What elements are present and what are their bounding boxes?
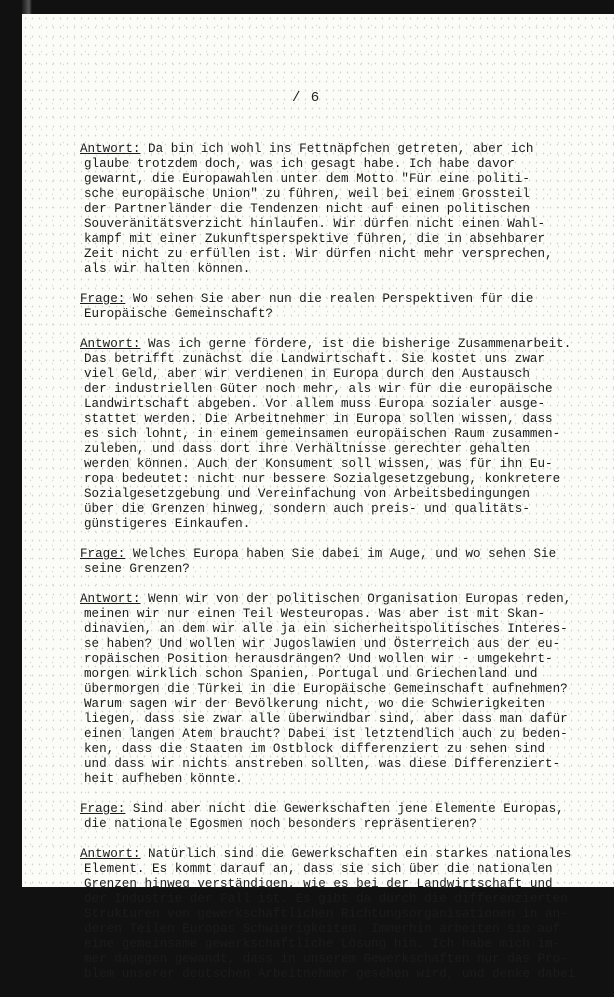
text-line: der Partnerländer die Tendenzen nicht auf einen politischen <box>84 202 530 216</box>
speaker-label: Antwort: <box>80 142 141 156</box>
text-line: stattet werden. Die Arbeitnehmer in Europa sollen wissen, dass <box>84 412 553 426</box>
speaker-label: Frage: <box>80 802 126 816</box>
text-line: dinavien, an dem wir alle ja ein sicherheitspolitisches Interes- <box>84 622 568 636</box>
text-line: heit aufheben könnte. <box>84 772 243 786</box>
text-line: Landwirtschaft abgeben. Vor allem muss Europa sozialer ausge- <box>84 397 546 411</box>
text-line: liegen, dass sie zwar alle überwindbar sind, aber dass man dafür <box>84 712 568 726</box>
first-line <box>80 847 588 862</box>
text-line: Element. Es kommt darauf an, dass sie sich über die nationalen <box>84 862 553 876</box>
text-line: als wir halten können. <box>84 262 251 276</box>
text-line: Strukturen von gewerkschaftlichen Richtungsorganisationen in an- <box>84 907 568 921</box>
text-line: kampf mit einer Zukunftsperspektive führen, die in absehbarer <box>84 232 546 246</box>
text-line: Warum sagen wir der Bevölkerung nicht, wo die Schwierigkeiten <box>84 697 546 711</box>
text-line: günstigeres Einkaufen. <box>84 517 251 531</box>
text-line: es sich lohnt, in einem gemeinsamen europäischen Raum zusammen- <box>84 427 561 441</box>
speaker-label: Frage: <box>80 547 126 561</box>
text-line: meinen wir nur einen Teil Westeuropas. Was aber ist mit Skan- <box>84 607 546 621</box>
qa-block <box>80 547 588 577</box>
first-line <box>80 337 588 352</box>
first-line-text: Wo sehen Sie aber nun die realen Perspektiven für die <box>125 292 534 306</box>
text-line: Das betrifft zunächst die Landwirtschaft. Sie kostet uns zwar <box>84 352 546 366</box>
text-line: gewarnt, die Europawahlen unter dem Motto "Für eine politi- <box>84 172 530 186</box>
text-line: se haben? Und wollen wir Jugoslawien und Österreich aus der eu- <box>84 637 561 651</box>
speaker-label: Antwort: <box>80 847 141 861</box>
text-line: ropäischen Position herausdrängen? Und wollen wir - umgekehrt- <box>84 652 553 666</box>
text-line: der Industrie der Fall ist. Es gibt da durch die differenzierten <box>84 892 568 906</box>
text-line: morgen wirklich schon Spanien, Portugal und Griechenland und <box>84 667 538 681</box>
first-line-text: Wenn wir von der politischen Organisation Europas reden, <box>140 592 572 606</box>
text-line: über die Grenzen hinweg, sondern auch preis- und qualitäts- <box>84 502 530 516</box>
first-line-text: Sind aber nicht die Gewerkschaften jene Elemente Europas, <box>125 802 564 816</box>
text-line: ropa bedeutet: nicht nur bessere Sozialgesetzgebung, konkretere <box>84 472 561 486</box>
text-line: viel Geld, aber wir verdienen in Europa durch den Austausch <box>84 367 530 381</box>
first-line <box>80 142 588 157</box>
text-line: Sozialgesetzgebung und Vereinfachung von Arbeitsbedingungen <box>84 487 530 501</box>
text-line: ken, dass die Staaten im Ostblock differenziert zu sehen sind <box>84 742 546 756</box>
first-line <box>80 547 588 562</box>
qa-block <box>80 142 588 277</box>
text-line: Souveränitätsverzicht hinlaufen. Wir dürfen nicht einen Wahl- <box>84 217 546 231</box>
first-line <box>80 802 588 817</box>
text-line: zuleben, und dass dort ihre Verhältnisse gerechter gehalten <box>84 442 530 456</box>
text-line: Europäische Gemeinschaft? <box>84 307 273 321</box>
text-line: übermorgen die Türkei in die Europäische Gemeinschaft aufnehmen? <box>84 682 568 696</box>
text-line: die nationale Egosmen noch besonders repräsentieren? <box>84 817 477 831</box>
text-line: der industriellen Güter noch mehr, als wir für die europäische <box>84 382 553 396</box>
qa-block <box>80 802 588 832</box>
text-line: einen langen Atem braucht? Dabei ist letztendlich auch zu beden- <box>84 727 568 741</box>
text-line: blem unserer deutschen Arbeitnehmer gesehen wird, und denke dabei <box>84 967 576 981</box>
qa-block <box>80 337 588 532</box>
first-line-text: Was ich gerne fördere, ist die bisherige Zusammenarbeit. <box>140 337 572 351</box>
text-line: und dass wir nichts anstreben sollten, was diese Differenziert- <box>84 757 561 771</box>
text-line: eine gemeinsame gewerkschaftliche Lösung hin. Ich habe mich im- <box>84 937 561 951</box>
speaker-label: Antwort: <box>80 592 141 606</box>
first-line-text: Natürlich sind die Gewerkschaften ein starkes nationales <box>140 847 572 861</box>
text-line: werden können. Auch der Konsument soll wissen, was für ihn Eu- <box>84 457 553 471</box>
page-number: / 6 <box>292 90 321 106</box>
text-line: sche europäische Union" zu führen, weil bei einem Grossteil <box>84 187 530 201</box>
qa-block <box>80 847 588 982</box>
speaker-label: Frage: <box>80 292 126 306</box>
qa-block <box>80 292 588 322</box>
speaker-label: Antwort: <box>80 337 141 351</box>
interview-text <box>80 142 588 997</box>
text-line: seine Grenzen? <box>84 562 190 576</box>
first-line <box>80 292 588 307</box>
text-line: mer dagegen gewandt, dass in unserem Gewerkschaften nur das Pro- <box>84 952 568 966</box>
text-line: Grenzen hinweg verständigen, wie es bei der Landwirtschaft und <box>84 877 553 891</box>
first-line-text: Welches Europa haben Sie dabei im Auge, und wo sehen Sie <box>125 547 557 561</box>
first-line-text: Da bin ich wohl ins Fettnäpfchen getreten, aber ich <box>140 142 534 156</box>
first-line <box>80 592 588 607</box>
qa-block <box>80 592 588 787</box>
text-line: glaube trotzdem doch, was ich gesagt habe. Ich habe davor <box>84 157 515 171</box>
text-line: Zeit nicht zu erfüllen ist. Wir dürfen nicht mehr versprechen, <box>84 247 553 261</box>
text-line: deren Teilen Europas Schwierigkeiten. Immerhin arbeiten sie auf <box>84 922 561 936</box>
